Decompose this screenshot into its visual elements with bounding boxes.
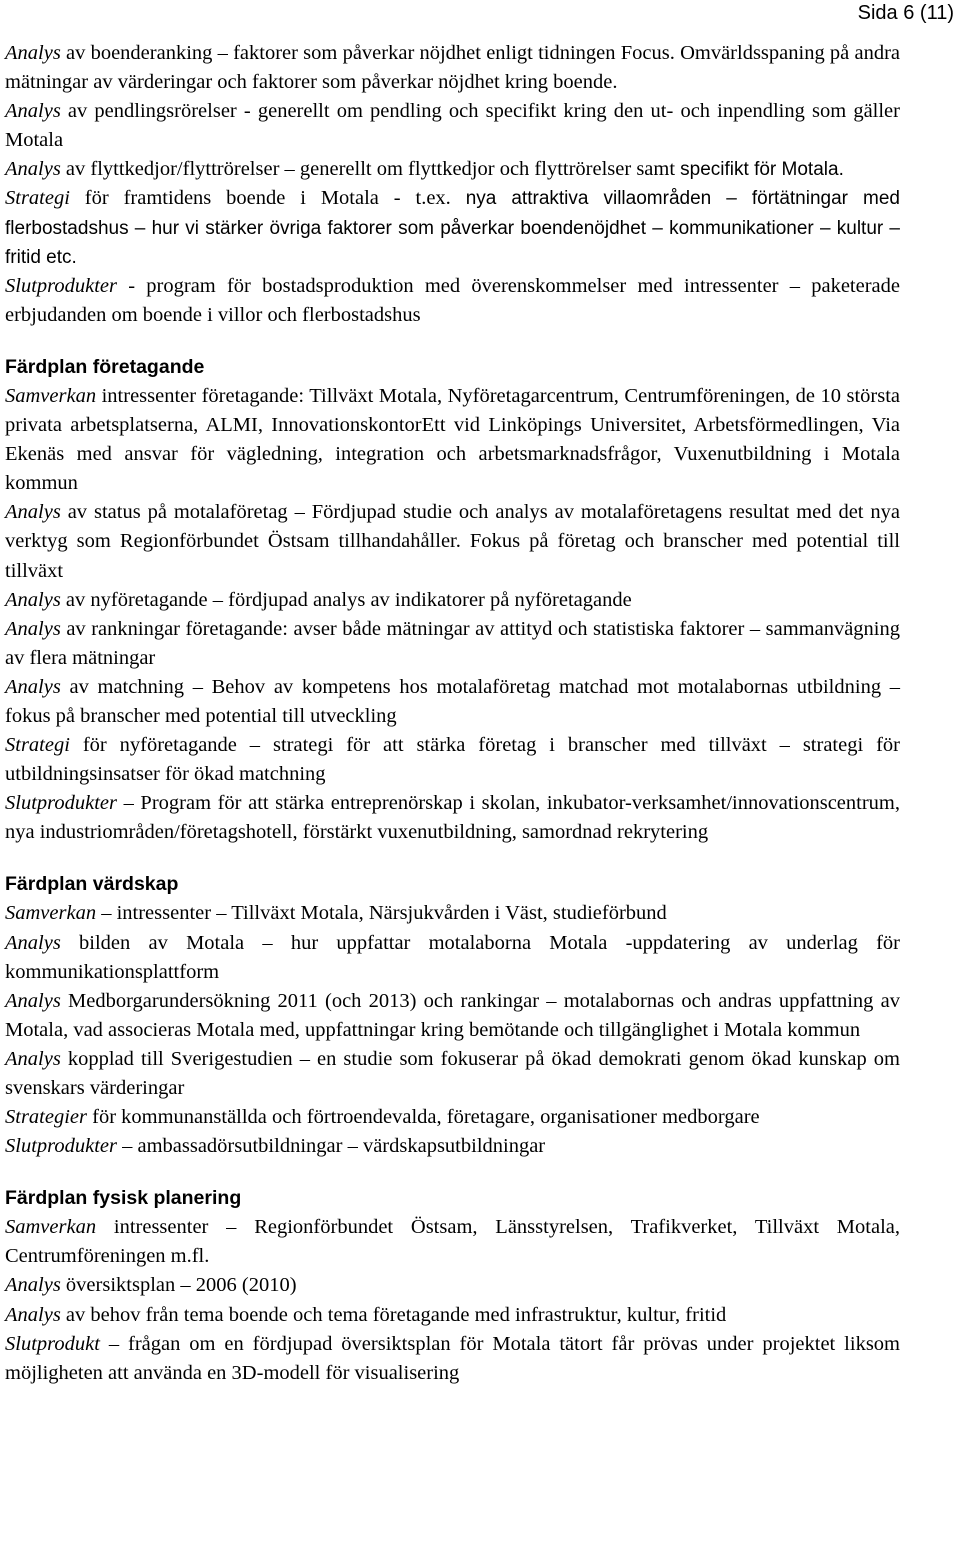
- paragraph-lead: Samverkan: [5, 384, 97, 407]
- paragraph-text-sans: specifikt för Motala.: [680, 159, 844, 181]
- page-number: Sida 6 (11): [857, 2, 954, 24]
- paragraph-text: av flyttkedjor/flyttrörelser – generellt om flyttkedjor och flyttrörelser samt: [60, 158, 681, 181]
- paragraph-text: – ambassadörsutbildningar – värdskapsutbildningar: [116, 1135, 546, 1158]
- paragraph-lead: Strategier: [5, 1106, 87, 1129]
- paragraph-text: för kommunanställda och förtroendevalda, företagare, organisationer medborgare: [87, 1106, 760, 1129]
- paragraph: [5, 615, 900, 673]
- paragraph: [5, 899, 900, 928]
- paragraph: [5, 1271, 900, 1300]
- paragraph: [5, 586, 900, 615]
- paragraph: [5, 272, 900, 330]
- paragraph-lead: Strategi: [5, 734, 70, 757]
- paragraph-lead: Samverkan: [5, 902, 97, 925]
- section-gap: [5, 1161, 900, 1184]
- paragraph-text: av rankningar företagande: avser både mätningar av attityd och statistiska faktorer – sammanvägning av flera mätningar: [5, 617, 900, 669]
- paragraph: [5, 789, 900, 847]
- section-gap: [5, 330, 900, 353]
- paragraph-text: av pendlingsrörelser - generellt om pendling och specifikt kring den ut- och inpendling som gäller Motala: [5, 100, 900, 152]
- paragraph-text-sans: nya attraktiva villaområden – förtätningar med flerbostadshus – hur vi stärker övriga faktorer som påverkar boendenöjdhet – kommunikationer – kultur – fritid etc.: [5, 188, 900, 268]
- paragraph: [5, 731, 900, 789]
- paragraph: [5, 155, 900, 184]
- paragraph-lead: Analys: [5, 158, 61, 181]
- paragraph-lead: Analys: [5, 931, 61, 954]
- paragraph-lead: Strategi: [5, 187, 70, 210]
- paragraph: [5, 1301, 900, 1330]
- paragraph: [5, 184, 900, 271]
- paragraph-text: av matchning – Behov av kompetens hos motalaföretag matchad mot motalabornas utbildning – fokus på branscher med potential till utveckling: [5, 675, 900, 727]
- paragraph: [5, 97, 900, 155]
- paragraph-text: för nyföretagande – strategi för att stärka företag i branscher med tillväxt – strategi för utbildningsinsatser för ökad matchning: [5, 734, 900, 786]
- paragraph: [5, 39, 900, 97]
- paragraph-text: kopplad till Sverigestudien – en studie som fokuserar på ökad demokrati genom ökad kunskap om svenskars värderingar: [5, 1047, 900, 1099]
- paragraph: [5, 673, 900, 731]
- paragraph-lead: Analys: [5, 42, 61, 64]
- paragraph-text: översiktsplan – 2006 (2010): [60, 1274, 297, 1297]
- paragraph: [5, 1132, 900, 1161]
- paragraph-text: intressenter företagande: Tillväxt Motala, Nyföretagarcentrum, Centrumföreningen, de 10 största privata arbetsplatserna, ALMI, InnovationskontorEtt vid Linköpings Universitet, Arbetsförmedlingen, Via Ekenäs med ansvar för vägledning, integration och arbetsmarknadsfrågor, Vuxenutbildning i Motala kommun: [5, 384, 900, 495]
- paragraph: [5, 382, 900, 498]
- paragraph-text: bilden av Motala – hur uppfattar motalaborna Motala -uppdatering av underlag för kommunikationsplattform: [5, 931, 900, 983]
- document-body: [5, 39, 900, 1388]
- paragraph-lead: Analys: [5, 1303, 61, 1326]
- paragraph: [5, 1213, 900, 1271]
- paragraph-lead: Analys: [5, 1274, 61, 1297]
- paragraph-text: av behov från tema boende och tema företagande med infrastruktur, kultur, fritid: [60, 1303, 727, 1326]
- paragraph-lead: Analys: [5, 100, 61, 123]
- paragraph-lead: Analys: [5, 1047, 61, 1070]
- paragraph-text: av nyföretagande – fördjupad analys av indikatorer på nyföretagande: [60, 588, 632, 611]
- paragraph: [5, 1045, 900, 1103]
- paragraph-text: intressenter – Regionförbundet Östsam, Länsstyrelsen, Trafikverket, Tillväxt Motala, Centrumföreningen m.fl.: [5, 1216, 900, 1268]
- paragraph-lead: Analys: [5, 617, 61, 640]
- paragraph-text: – frågan om en fördjupad översiktsplan för Motala tätort får prövas under projektet liksom möjligheten att använda en 3D-modell för visualisering: [5, 1332, 900, 1384]
- paragraph-text: Medborgarundersökning 2011 (och 2013) och rankingar – motalabornas och andras uppfattning av Motala, vad associeras Motala med, uppfattningar kring bemötande och tillgänglighet i Motala kommun: [5, 989, 900, 1041]
- paragraph-text: – Program för att stärka entreprenörskap i skolan, inkubator-verksamhet/innovationscentrum, nya industriområden/företagshotell, förstärkt vuxenutbildning, samordnad rekrytering: [5, 792, 900, 844]
- paragraph-lead: Slutprodukter: [5, 1135, 117, 1158]
- section-heading: Färdplan värdskap: [5, 873, 179, 896]
- paragraph: [5, 1330, 900, 1388]
- paragraph-lead: Slutprodukt: [5, 1332, 100, 1355]
- paragraph: [5, 1103, 900, 1132]
- paragraph-lead: Slutprodukter: [5, 274, 117, 297]
- paragraph-text: för framtidens boende i Motala - t.ex.: [69, 187, 466, 210]
- paragraph: [5, 929, 900, 987]
- paragraph-lead: Slutprodukter: [5, 792, 117, 815]
- section-heading: Färdplan företagande: [5, 355, 205, 378]
- paragraph: [5, 498, 900, 585]
- paragraph-lead: Samverkan: [5, 1216, 97, 1239]
- paragraph-text: av status på motalaföretag – Fördjupad studie och analys av motalaföretagens resultat med det nya verktyg som Regionförbundet Östsam tillhandahåller. Fokus på företag och branscher med potential till tillväxt: [5, 501, 900, 582]
- section-heading: Färdplan fysisk planering: [5, 1187, 242, 1210]
- paragraph-lead: Analys: [5, 989, 61, 1012]
- paragraph-lead: Analys: [5, 588, 61, 611]
- paragraph-text: av boenderanking – faktorer som påverkar nöjdhet enligt tidningen Focus. Omvärldsspaning på andra mätningar av värderingar och faktorer som påverkar nöjdhet kring boende.: [5, 42, 900, 94]
- section-gap: [5, 847, 900, 870]
- paragraph: [5, 987, 900, 1045]
- paragraph-text: - program för bostadsproduktion med överenskommelser med intressenter – paketerade erbjudanden om boende i villor och flerbostadshus: [5, 274, 900, 326]
- paragraph-lead: Analys: [5, 501, 61, 524]
- paragraph-lead: Analys: [5, 675, 61, 698]
- paragraph-text: – intressenter – Tillväxt Motala, Närsjukvården i Väst, studieförbund: [96, 902, 667, 925]
